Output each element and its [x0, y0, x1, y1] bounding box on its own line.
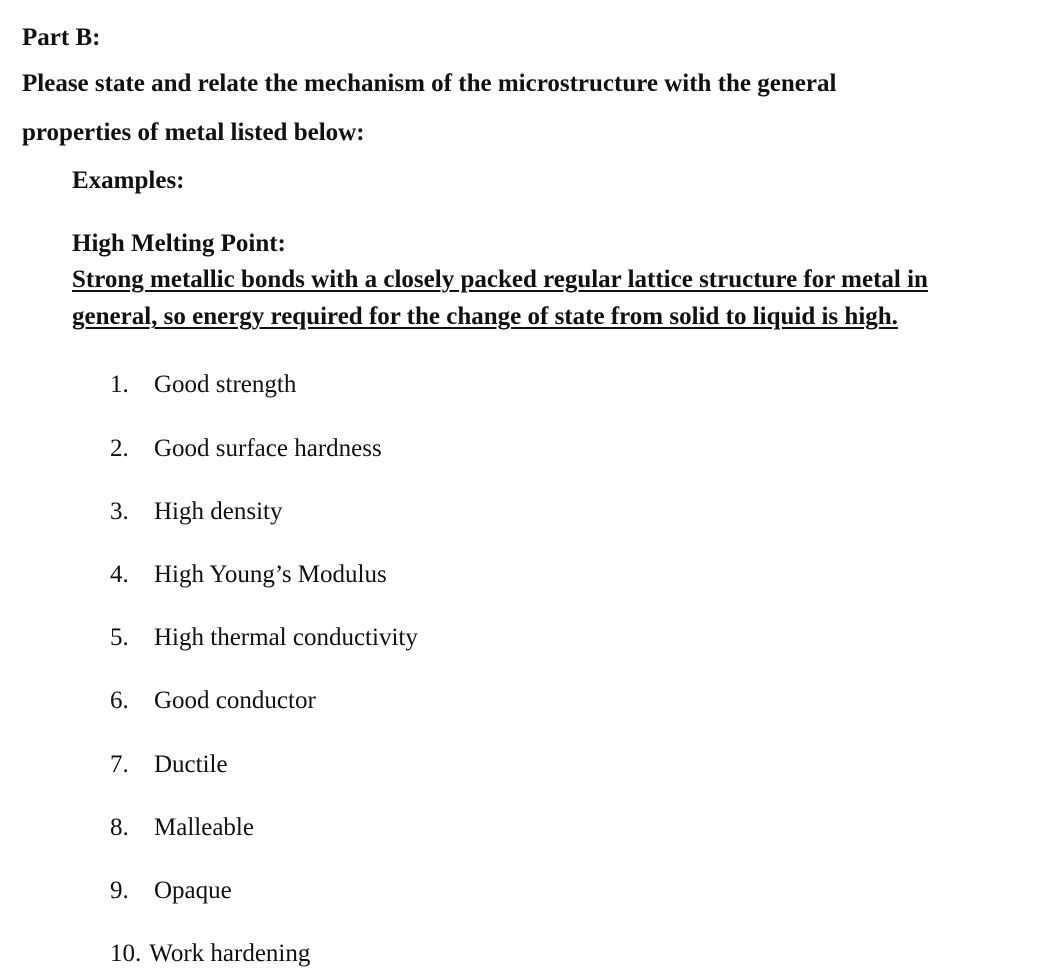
list-item-number: 8.: [110, 814, 129, 841]
list-item: [110, 815, 254, 840]
list-item: [110, 625, 418, 650]
section-title: Part B:: [22, 24, 101, 51]
list-item-number: 6.: [110, 687, 129, 714]
list-item-number: 4.: [110, 561, 129, 588]
list-item-label: Work hardening: [149, 940, 311, 967]
list-item-label: Ductile: [154, 751, 228, 778]
list-item-number: 5.: [110, 624, 129, 651]
list-item-label: High Young’s Modulus: [154, 561, 387, 588]
list-item-label: Good strength: [154, 371, 297, 398]
list-item: [110, 562, 387, 587]
list-item-label: High density: [154, 498, 283, 525]
example-title: High Melting Point:: [72, 230, 286, 257]
example-answer-line-2: general, so energy required for the change of state from solid to liquid is high.: [72, 303, 898, 330]
examples-heading: Examples:: [72, 167, 185, 194]
list-item-label: High thermal conductivity: [154, 624, 418, 651]
list-item-number: 7.: [110, 751, 129, 778]
list-item-number: 1.: [110, 371, 129, 398]
list-item: [110, 372, 296, 397]
list-item-label: Opaque: [154, 877, 232, 904]
list-item: [110, 436, 382, 461]
question-text-line-2: properties of metal listed below:: [22, 119, 365, 146]
list-item: [110, 878, 232, 903]
example-answer-line-1: Strong metallic bonds with a closely packed regular lattice structure for metal in: [72, 266, 928, 293]
list-item-label: Malleable: [154, 814, 254, 841]
list-item-label: Good conductor: [154, 687, 316, 714]
list-item: [110, 499, 282, 524]
list-item: [110, 752, 228, 777]
list-item-number: 3.: [110, 498, 129, 525]
question-text-line-1: Please state and relate the mechanism of the microstructure with the general: [22, 70, 837, 97]
list-item-number: 9.: [110, 877, 129, 904]
list-item-label: Good surface hardness: [154, 435, 382, 462]
list-item: [110, 688, 316, 713]
list-item-number: 10.: [110, 940, 142, 967]
list-item-number: 2.: [110, 435, 129, 462]
list-item: [110, 941, 310, 966]
